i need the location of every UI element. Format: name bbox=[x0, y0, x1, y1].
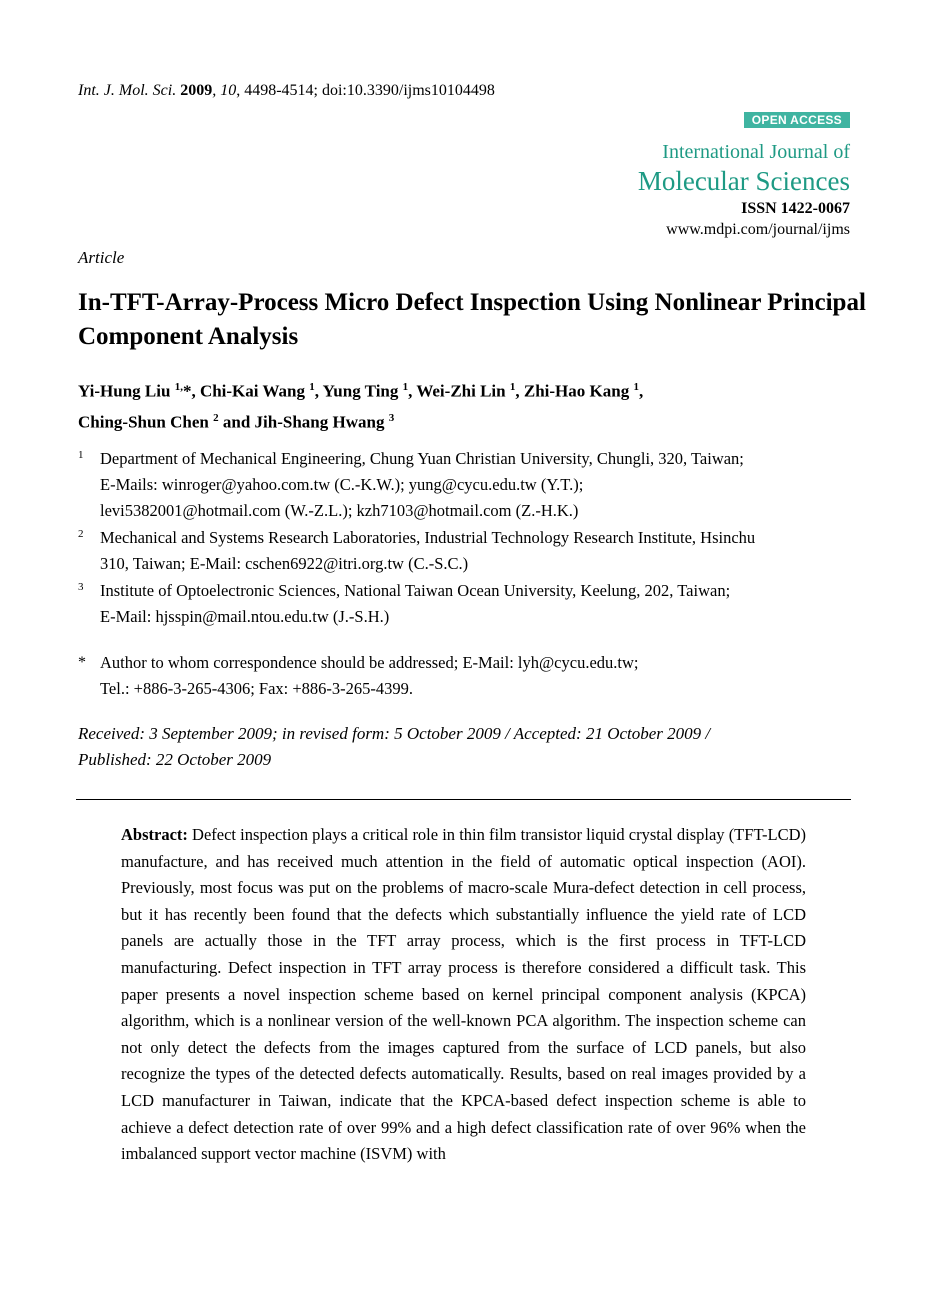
journal-abbrev: Int. J. Mol. Sci. bbox=[78, 82, 177, 99]
correspondence-line: Tel.: +886-3-265-4306; Fax: +886-3-265-4399. bbox=[100, 679, 414, 698]
dates-line: Received: 3 September 2009; in revised form: 5 October 2009 / Accepted: 21 October 2009 / bbox=[78, 724, 711, 743]
affiliation-marker: 1 bbox=[78, 449, 84, 461]
author-star: * bbox=[182, 381, 192, 401]
author-sup: 1 bbox=[402, 381, 409, 393]
open-access-badge: OPEN ACCESS bbox=[744, 112, 850, 128]
affiliation-line: Department of Mechanical Engineering, Chung Yuan Christian University, Chungli, 320, Taiwan; bbox=[100, 449, 744, 468]
publication-dates bbox=[78, 721, 858, 773]
article-type: Article bbox=[78, 248, 125, 267]
affiliation-1 bbox=[78, 446, 868, 524]
abstract-label: Abstract: bbox=[121, 825, 188, 844]
affiliation-line: E-Mail: hjsspin@mail.ntou.edu.tw (J.-S.H.) bbox=[100, 607, 390, 626]
year: 2009 bbox=[180, 82, 213, 99]
affiliation-line: Institute of Optoelectronic Sciences, National Taiwan Ocean University, Keelung, 202, Taiwan; bbox=[100, 581, 731, 600]
volume: 10 bbox=[220, 82, 237, 99]
affiliation-marker: 3 bbox=[78, 581, 84, 593]
author-sup: 3 bbox=[388, 411, 395, 424]
author: Jih-Shang Hwang bbox=[254, 412, 385, 432]
dates-line: Published: 22 October 2009 bbox=[78, 750, 272, 769]
correspondence-line: Author to whom correspondence should be addressed; E-Mail: lyh@cycu.edu.tw; bbox=[100, 653, 639, 672]
author: Yung Ting bbox=[322, 381, 399, 401]
journal-url[interactable]: www.mdpi.com/journal/ijms bbox=[666, 221, 850, 238]
affiliation-line: levi5382001@hotmail.com (W.-Z.L.); kzh7103@hotmail.com (Z.-H.K.) bbox=[100, 501, 579, 520]
journal-name-line2: Molecular Sciences bbox=[637, 166, 850, 196]
correspondence-marker: * bbox=[78, 654, 86, 671]
affiliation-3 bbox=[78, 578, 868, 630]
author-sup: 2 bbox=[213, 411, 219, 424]
author: Chi-Kai Wang bbox=[199, 381, 305, 401]
author-sup: 1 bbox=[309, 381, 315, 393]
correspondence bbox=[78, 650, 868, 702]
author: Zhi-Hao Kang bbox=[523, 381, 630, 401]
affiliation-marker: 2 bbox=[78, 528, 84, 540]
affiliation-line: Mechanical and Systems Research Laboratories, Industrial Technology Research Institute, Hsinchu bbox=[100, 528, 756, 547]
citation-line: Int. J. Mol. Sci. 2009, 10, 4498-4514; doi:10.3390/ijms10104498 bbox=[78, 82, 495, 99]
author: Yi-Hung Liu bbox=[78, 381, 171, 401]
issn: ISSN 1422-0067 bbox=[741, 200, 850, 217]
abstract bbox=[121, 822, 806, 1168]
author-sup: 1 bbox=[633, 381, 639, 393]
pages-doi: , 4498-4514; doi:10.3390/ijms10104498 bbox=[236, 82, 495, 99]
affiliation-line: E-Mails: winroger@yahoo.com.tw (C.-K.W.); yung@cycu.edu.tw (Y.T.); bbox=[100, 475, 584, 494]
divider bbox=[76, 799, 851, 800]
journal-name-line1: International Journal of bbox=[662, 141, 850, 163]
affiliation-2 bbox=[78, 525, 868, 577]
affiliation-line: 310, Taiwan; E-Mail: cschen6922@itri.org.tw (C.-S.C.) bbox=[100, 554, 469, 573]
author-list: Yi-Hung Liu $^{1,}$*, Chi-Kai Wang $^1$, Yung Ting $^1$, Wei-Zhi Lin $^1$, Zhi-Hao Kang $^1$, Ching-Shun Chen $^2$ and Jih-Shang Hwang $^3$ bbox=[78, 381, 644, 432]
paper-title: In-TFT-Array-Process Micro Defect Inspection Using Nonlinear Principal Component Analysis bbox=[78, 289, 866, 350]
author: Wei-Zhi Lin bbox=[416, 381, 506, 401]
author-sup: 1, bbox=[174, 381, 183, 393]
abstract-text: Defect inspection plays a critical role in thin film transistor liquid crystal display (TFT-LCD) manufacture, and has received much attention in the field of automatic optical inspection (AOI). Previously, most focus was put on the problems of macro-scale Mura-defect detection in cell process, but it has recently been found that the defects which substantially influence the yield rate of LCD panels are actually those in the TFT array process, which is the first process in TFT-LCD manufacturing. Defect inspection in TFT array process is therefore considered a difficult task. This paper presents a novel inspection scheme based on kernel principal component analysis (KPCA) algorithm, which is a nonlinear version of the well-known PCA algorithm. The inspection scheme can not only detect the defects from the images captured from the surface of LCD panels, but also recognize the types of the detected defects automatically. Results, based on real images provided by a LCD manufacturer in Taiwan, indicate that the KPCA-based defect inspection scheme is able to achieve a defect detection rate of over 99% and a high defect classification rate of over 96% when the imbalanced support vector machine (ISVM) with bbox=[121, 825, 806, 1164]
author-sup: 1 bbox=[509, 381, 516, 393]
author: Ching-Shun Chen bbox=[78, 412, 209, 432]
